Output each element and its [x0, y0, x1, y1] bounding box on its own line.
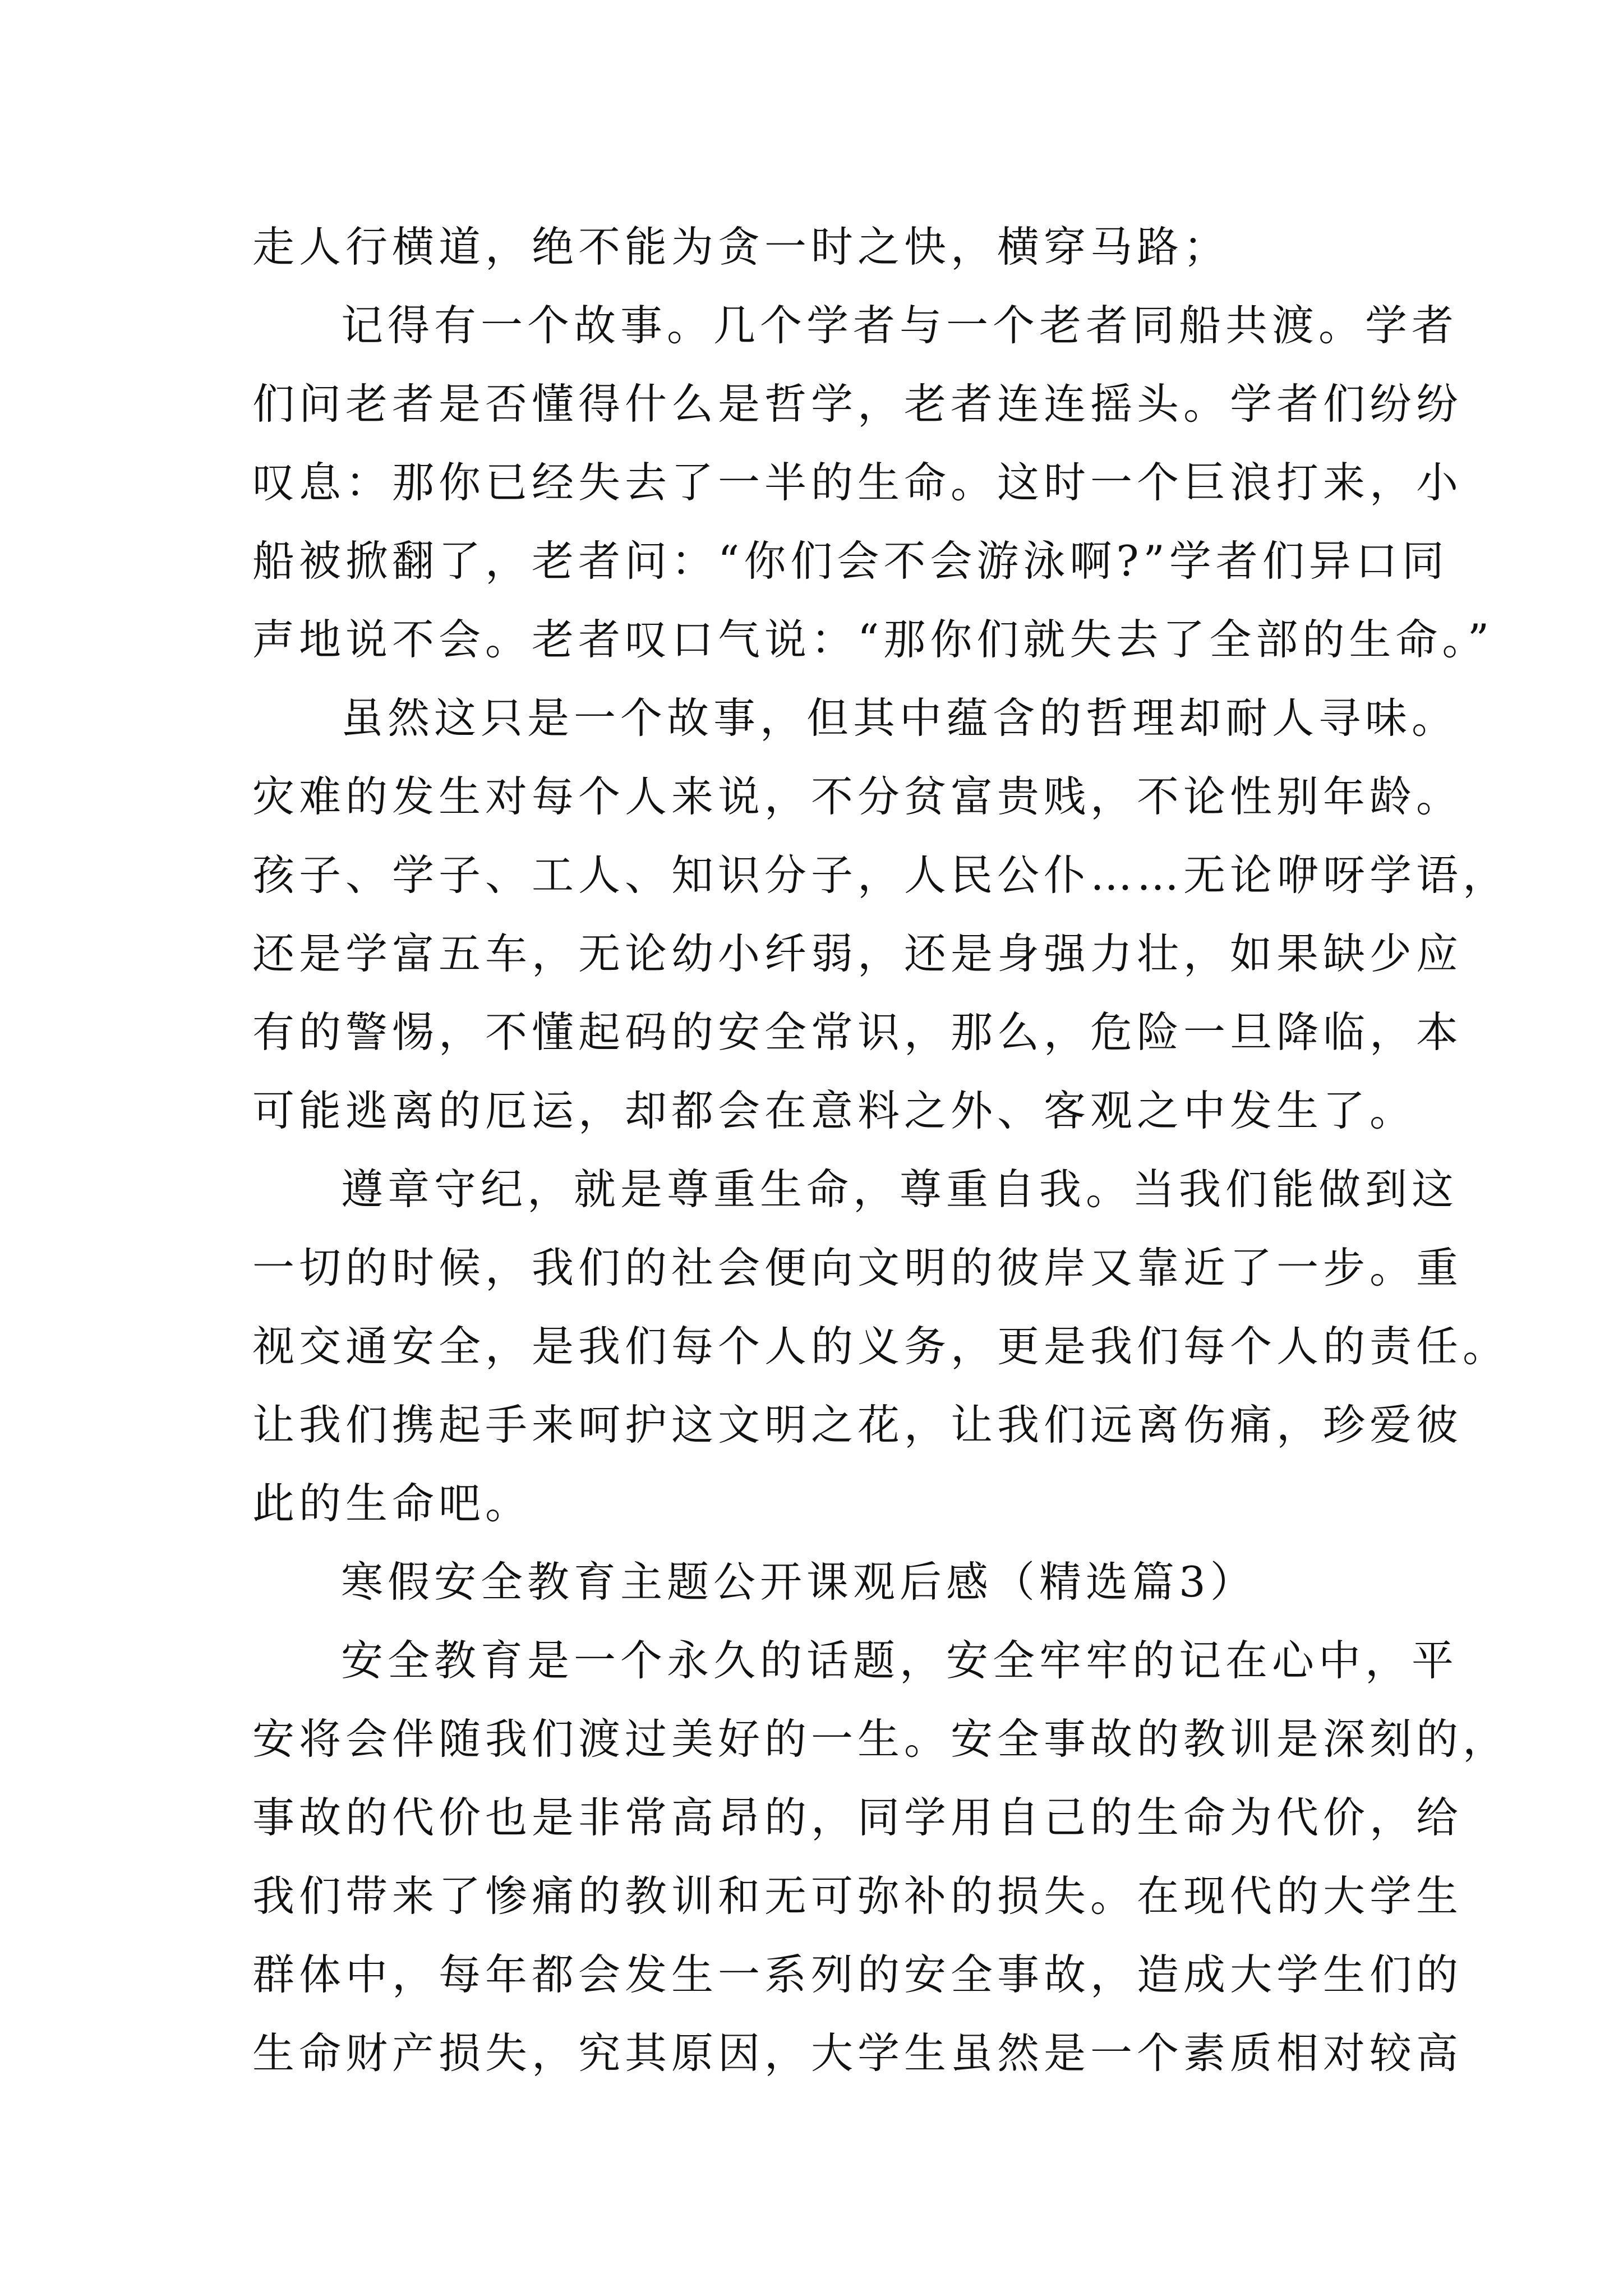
text-line: 孩子、学子、工人、知识分子，人民公仆……无论咿呀学语，	[252, 850, 1510, 900]
text-line: 虽然这只是一个故事，但其中蕴含的哲理却耐人寻味。	[341, 693, 1459, 743]
text-line: 安将会伴随我们渡过美好的一生。安全事故的教训是深刻的，	[252, 1714, 1510, 1764]
text-line: 我们带来了惨痛的教训和无可弥补的损失。在现代的大学生	[252, 1871, 1463, 1921]
text-line: 还是学富五车，无论幼小纤弱，还是身强力壮，如果缺少应	[252, 929, 1463, 978]
text-line: 船被掀翻了，老者问：“你们会不会游泳啊?”学者们异口同	[252, 536, 1449, 586]
text-line: 声地说不会。老者叹口气说：“那你们就失去了全部的生命。”	[252, 615, 1494, 664]
text-line: 遵章守纪，就是尊重生命，尊重自我。当我们能做到这	[341, 1165, 1459, 1214]
document-body	[252, 208, 1510, 2092]
text-line: 叹息：那你已经失去了一半的生命。这时一个巨浪打来，小	[252, 458, 1463, 507]
text-line: 可能逃离的厄运，却都会在意料之外、客观之中发生了。	[252, 1086, 1417, 1135]
text-line: 们问老者是否懂得什么是哲学，老者连连摇头。学者们纷纷	[252, 379, 1463, 429]
text-line: 灾难的发生对每个人来说，不分贫富贵贱，不论性别年龄。	[252, 772, 1463, 821]
text-line: 有的警惕，不懂起码的安全常识，那么，危险一旦降临，本	[252, 1007, 1463, 1057]
text-line: 生命财产损失，究其原因，大学生虽然是一个素质相对较高	[252, 2028, 1463, 2078]
text-line: 走人行横道，绝不能为贪一时之快，横穿马路；	[252, 222, 1230, 272]
text-line: 让我们携起手来呵护这文明之花，让我们远离伤痛，珍爱彼	[252, 1400, 1463, 1450]
text-line: 此的生命吧。	[252, 1479, 532, 1528]
text-line: 群体中，每年都会发生一系列的安全事故，造成大学生们的	[252, 1950, 1463, 1999]
text-line: 事故的代价也是非常高昂的，同学用自己的生命为代价，给	[252, 1793, 1463, 1842]
text-line: 记得有一个故事。几个学者与一个老者同船共渡。学者	[341, 301, 1459, 350]
section-heading: 寒假安全教育主题公开课观后感（精选篇3）	[341, 1557, 1257, 1607]
text-line: 视交通安全，是我们每个人的义务，更是我们每个人的责任。	[252, 1322, 1510, 1371]
text-line: 安全教育是一个永久的话题，安全牢牢的记在心中，平	[341, 1636, 1459, 1685]
text-line: 一切的时候，我们的社会便向文明的彼岸又靠近了一步。重	[252, 1243, 1463, 1292]
